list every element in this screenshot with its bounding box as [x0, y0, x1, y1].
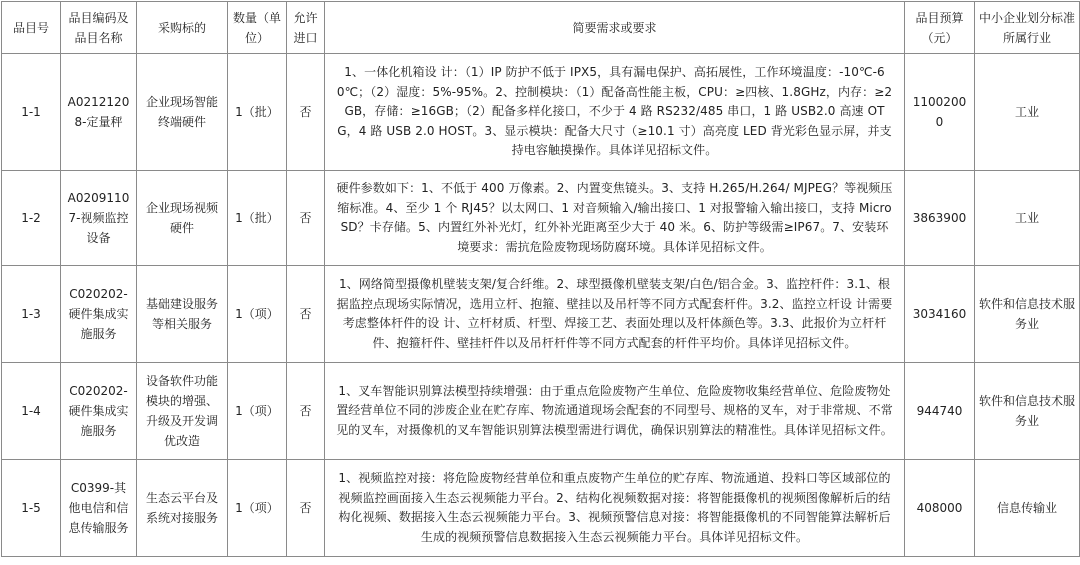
cell-budget: 3863900: [905, 171, 975, 266]
table-row: [2, 54, 1080, 171]
cell-industry: 工业: [975, 171, 1080, 266]
table-header-row: [2, 2, 1080, 54]
cell-industry: 信息传输业: [975, 460, 1080, 557]
header-industry: 中小企业划分标准所属行业: [975, 2, 1080, 54]
cell-subject: 生态云平台及系统对接服务: [137, 460, 228, 557]
header-requirements: 简要需求或要求: [325, 2, 905, 54]
cell-subject: 基础建设服务等相关服务: [137, 266, 228, 363]
cell-item-no: 1-2: [2, 171, 61, 266]
cell-budget: 408000: [905, 460, 975, 557]
table-row: [2, 266, 1080, 363]
cell-imported: 否: [287, 460, 325, 557]
cell-code-name: A02091107-视频监控设备: [61, 171, 137, 266]
cell-item-no: 1-5: [2, 460, 61, 557]
procurement-table: [1, 1, 1080, 557]
cell-item-no: 1-1: [2, 54, 61, 171]
cell-quantity: 1（项）: [228, 363, 287, 460]
cell-requirements: 1、一体化机箱设 计：（1）IP 防护不低于 IPX5，具有漏电保护、高拓展性，工作环境温度：-10℃-60℃；（2）湿度：5%-95%。2、控制模块：（1）配备高性能主板，CPU：≥四核、1.8GHz，内存：≥2GB，存储：≥16GB；（2）配备多样化接口，不少于 4 路 RS232/485 串口，1 路 USB2.0 高速 OTG，4 路 USB 2.0 HOST。3、显示模块：配备大尺寸（≥10.1 寸）高亮度 LED 背光彩色显示屏，并支持电容触摸操作。具体详见招标文件。: [325, 54, 905, 171]
cell-budget: 3034160: [905, 266, 975, 363]
cell-industry: 软件和信息技术服务业: [975, 266, 1080, 363]
cell-subject: 企业现场视频硬件: [137, 171, 228, 266]
cell-budget: 944740: [905, 363, 975, 460]
header-imported: 允许进口: [287, 2, 325, 54]
cell-quantity: 1（项）: [228, 266, 287, 363]
cell-requirements: 1、叉车智能识别算法模型持续增强：由于重点危险废物产生单位、危险废物收集经营单位、危险废物处置经营单位不同的涉废企业在贮存库、物流通道现场会配套的不同型号、规格的叉车，对于非常规、不常见的叉车，对摄像机的叉车智能识别算法模型需进行调优，确保识别算法的精准性。具体详见招标文件。: [325, 363, 905, 460]
table-row: [2, 460, 1080, 557]
cell-industry: 软件和信息技术服务业: [975, 363, 1080, 460]
cell-code-name: C020202-硬件集成实施服务: [61, 266, 137, 363]
header-subject: 采购标的: [137, 2, 228, 54]
cell-item-no: 1-3: [2, 266, 61, 363]
cell-industry: 工业: [975, 54, 1080, 171]
cell-imported: 否: [287, 54, 325, 171]
cell-budget: 11002000: [905, 54, 975, 171]
cell-requirements: 1、网络简型摄像机壁装支架/复合纤维。2、球型摄像机壁装支架/白色/铝合金。3、监控杆件：3.1、根据监控点现场实际情况，选用立杆、抱箍、壁挂以及吊杆等不同方式配套杆件。3.2、监控立杆设 计需要考虑整体杆件的设 计、立杆材质、杆型、焊接工艺、表面处理以及杆体颜色等。3.3、此报价为立杆杆件、抱箍杆件、壁挂杆件以及吊杆杆件等不同方式配套的杆件平均价。具体详见招标文件。: [325, 266, 905, 363]
header-budget: 品目预算（元）: [905, 2, 975, 54]
cell-quantity: 1（批）: [228, 171, 287, 266]
cell-code-name: C0399-其他电信和信息传输服务: [61, 460, 137, 557]
header-quantity: 数量（单位）: [228, 2, 287, 54]
cell-item-no: 1-4: [2, 363, 61, 460]
cell-imported: 否: [287, 363, 325, 460]
cell-requirements: 1、视频监控对接：将危险废物经营单位和重点废物产生单位的贮存库、物流通道、投料口等区域部位的视频监控画面接入生态云视频能力平台。2、结构化视频数据对接：将智能摄像机的视频图像解析后的结构化视频、数据接入生态云视频能力平台。3、视频预警信息对接：将智能摄像机的不同智能算法解析后生成的视频预警信息数据接入生态云视频能力平台。具体详见招标文件。: [325, 460, 905, 557]
cell-subject: 企业现场智能终端硬件: [137, 54, 228, 171]
cell-quantity: 1（项）: [228, 460, 287, 557]
cell-quantity: 1（批）: [228, 54, 287, 171]
cell-code-name: C020202-硬件集成实施服务: [61, 363, 137, 460]
header-code-name: 品目编码及品目名称: [61, 2, 137, 54]
cell-subject: 设备软件功能模块的增强、升级及开发调优改造: [137, 363, 228, 460]
header-item-no: 品目号: [2, 2, 61, 54]
cell-code-name: A02121208-定量秤: [61, 54, 137, 171]
cell-requirements: 硬件参数如下：1、不低于 400 万像素。2、内置变焦镜头。3、支持 H.265/H.264/ MJPEG？等视频压缩标准。4、至少 1 个 RJ45？以太网口、1 对音频输入/输出接口、1 对报警输入输出接口，支持 Micro SD？卡存储。5、内置红外补光灯，红外补光距离至少大于 40 米。6、防护等级需≥IP67。7、安装环境要求：需抗危险废物现场防腐环境。具体详见招标文件。: [325, 171, 905, 266]
cell-imported: 否: [287, 266, 325, 363]
cell-imported: 否: [287, 171, 325, 266]
table-row: [2, 171, 1080, 266]
table-row: [2, 363, 1080, 460]
